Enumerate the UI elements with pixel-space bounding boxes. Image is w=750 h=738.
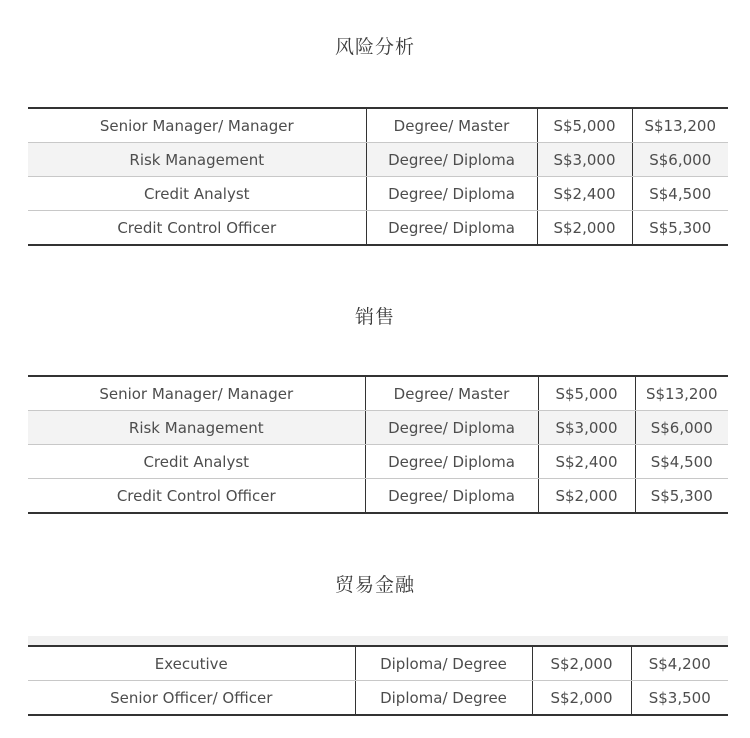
qualification-cell: Degree/ Master bbox=[366, 108, 537, 143]
min-salary-cell: S$5,000 bbox=[538, 376, 635, 411]
max-salary-cell: S$3,500 bbox=[631, 681, 728, 716]
max-salary-cell: S$13,200 bbox=[635, 376, 728, 411]
qualification-cell: Degree/ Diploma bbox=[366, 211, 537, 246]
section-title-risk-analysis: 风险分析 bbox=[334, 36, 415, 58]
min-salary-cell: S$2,000 bbox=[532, 646, 631, 681]
job-title-cell: Risk Management bbox=[28, 411, 365, 445]
job-title-cell: Senior Manager/ Manager bbox=[28, 376, 365, 411]
table-row bbox=[28, 646, 728, 681]
max-salary-cell: S$5,300 bbox=[632, 211, 728, 246]
section-title-sales: 销售 bbox=[354, 306, 395, 328]
min-salary-cell: S$2,000 bbox=[532, 681, 631, 716]
qualification-cell: Degree/ Master bbox=[365, 376, 538, 411]
table-row bbox=[28, 211, 728, 246]
table-row bbox=[28, 411, 728, 445]
max-salary-cell: S$4,200 bbox=[631, 646, 728, 681]
max-salary-cell: S$13,200 bbox=[632, 108, 728, 143]
salary-table-risk-analysis bbox=[28, 107, 728, 246]
min-salary-cell: S$3,000 bbox=[538, 411, 635, 445]
min-salary-cell: S$3,000 bbox=[537, 143, 632, 177]
qualification-cell: Diploma/ Degree bbox=[355, 681, 532, 716]
job-title-cell: Credit Analyst bbox=[28, 177, 366, 211]
qualification-cell: Degree/ Diploma bbox=[366, 177, 537, 211]
table-row bbox=[28, 108, 728, 143]
table-row bbox=[28, 479, 728, 514]
salary-table-sales bbox=[28, 375, 728, 514]
min-salary-cell: S$2,000 bbox=[538, 479, 635, 514]
salary-table-trade-finance bbox=[28, 645, 728, 716]
min-salary-cell: S$2,000 bbox=[537, 211, 632, 246]
table-row bbox=[28, 376, 728, 411]
max-salary-cell: S$4,500 bbox=[632, 177, 728, 211]
job-title-cell: Credit Analyst bbox=[28, 445, 365, 479]
table-row bbox=[28, 681, 728, 716]
job-title-cell: Executive bbox=[28, 646, 355, 681]
qualification-cell: Degree/ Diploma bbox=[365, 445, 538, 479]
job-title-cell: Senior Officer/ Officer bbox=[110, 688, 273, 707]
job-title-cell: Credit Control Officer bbox=[116, 486, 276, 505]
table-top-strip bbox=[28, 636, 728, 645]
max-salary-cell: S$4,500 bbox=[635, 445, 728, 479]
table-row bbox=[28, 143, 728, 177]
job-title-cell: Senior Manager/ Manager bbox=[28, 108, 366, 143]
min-salary-cell: S$5,000 bbox=[537, 108, 632, 143]
max-salary-cell: S$5,300 bbox=[635, 479, 728, 514]
min-salary-cell: S$2,400 bbox=[537, 177, 632, 211]
qualification-cell: Degree/ Diploma bbox=[365, 411, 538, 445]
table-row bbox=[28, 177, 728, 211]
qualification-cell: Degree/ Diploma bbox=[365, 479, 538, 514]
max-salary-cell: S$6,000 bbox=[632, 143, 728, 177]
min-salary-cell: S$2,400 bbox=[538, 445, 635, 479]
job-title-cell: Risk Management bbox=[28, 143, 366, 177]
qualification-cell: Diploma/ Degree bbox=[355, 646, 532, 681]
job-title-cell: Credit Control Officer bbox=[117, 218, 277, 237]
section-title-trade-finance: 贸易金融 bbox=[334, 574, 415, 596]
table-row bbox=[28, 445, 728, 479]
max-salary-cell: S$6,000 bbox=[635, 411, 728, 445]
qualification-cell: Degree/ Diploma bbox=[366, 143, 537, 177]
